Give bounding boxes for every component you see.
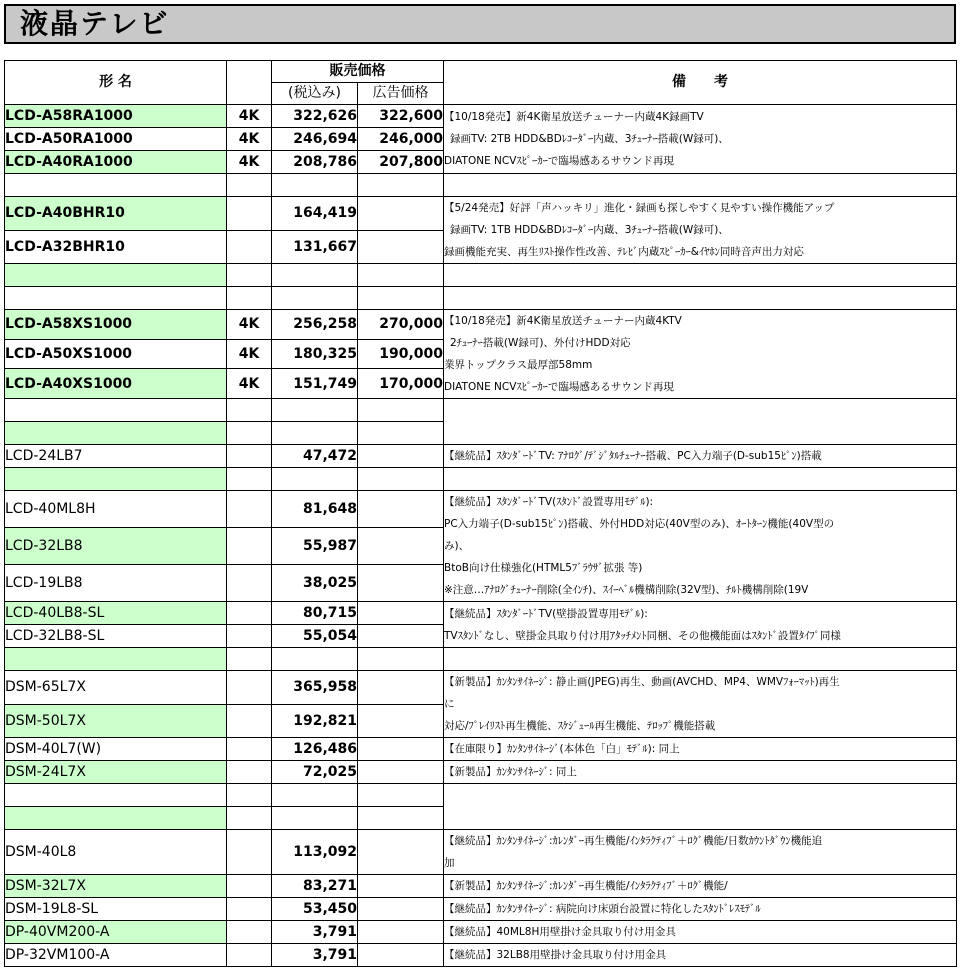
header-tax-in: (税込み) [272,83,358,105]
ad-price-cell: 170,000 [358,369,444,399]
price-cell: 113,092 [272,830,358,875]
notes-line: 対応/ﾌﾟﾚｲﾘｽﾄ再生機能、ｽｹｼﾞｭｰﾙ再生機能、ﾃﾛｯﾌﾟ機能搭載 [444,720,716,732]
resolution-cell: 4K [227,369,272,399]
table-row [5,875,957,898]
table-row [5,602,957,625]
table-row [5,944,957,967]
model-cell: LCD-A58XS1000 [5,310,227,340]
resolution-cell: 4K [227,105,272,128]
notes-line: 【継続品】40ML8H用壁掛け金具取り付け用金具 [444,926,676,938]
table-row [5,738,957,761]
table-row [5,445,957,468]
ad-price-cell [358,445,444,468]
resolution-cell [227,648,272,671]
table-row [5,898,957,921]
price-cell: 164,419 [272,197,358,231]
notes-cell [444,287,957,310]
ad-price-cell [358,830,444,875]
table-row [5,671,957,705]
price-cell: 80,715 [272,602,358,625]
model-cell: DSM-24L7X [5,761,227,784]
notes-line: 録画TV: 2TB HDD&BDﾚｺｰﾀﾞｰ内蔵、3ﾁｭｰﾅｰ搭載(W録可)、 [450,133,729,145]
price-cell: 256,258 [272,310,358,340]
notes-cell [444,784,957,830]
resolution-cell: 4K [227,310,272,340]
model-cell [5,287,227,310]
header-price-group: 販売価格 [272,61,444,83]
resolution-cell [227,944,272,967]
notes-line: TVｽﾀﾝﾄﾞなし、壁掛金具取り付け用ｱﾀｯﾁﾒﾝﾄ同梱、その他機能面はｽﾀﾝﾄﾞ設置ﾀｲﾌﾟ同様 [444,629,841,642]
model-cell [5,174,227,197]
model-cell: DSM-65L7X [5,671,227,705]
notes-line: 【在庫限り】ｶﾝﾀﾝｻｲﾈｰｼﾞ(本体色「白」ﾓﾃﾞﾙ): 同上 [444,743,680,755]
ad-price-cell [358,807,444,830]
notes-cell [444,671,957,738]
resolution-cell [227,784,272,807]
ad-price-cell [358,565,444,602]
table-row [5,310,957,340]
table-row [5,830,957,875]
model-cell: LCD-19LB8 [5,565,227,602]
ad-price-cell [358,784,444,807]
resolution-cell [227,287,272,310]
notes-line: 【継続品】ｶﾝﾀﾝｻｲﾈｰｼﾞ:ｶﾚﾝﾀﾞｰ再生機能/ｲﾝﾀﾗｸﾃｨﾌﾞ＋ﾛｸﾞ機能/日数ｶｳﾝﾄﾀﾞｳﾝ機能追 [444,835,823,847]
table-row [5,921,957,944]
resolution-cell [227,174,272,197]
ad-price-cell [358,528,444,565]
ad-price-cell [358,704,444,738]
price-cell: 3,791 [272,944,358,967]
notes-line: 録画TV: 1TB HDD&BDﾚｺｰﾀﾞｰ内蔵、3ﾁｭｰﾅｰ搭載(W録可)、 [450,224,729,236]
ad-price-cell [358,174,444,197]
resolution-cell [227,565,272,602]
price-cell: 3,791 [272,921,358,944]
notes-line: 【継続品】ｽﾀﾝﾀﾞｰﾄﾞTV(ｽﾀﾝﾄﾞ設置専用ﾓﾃﾞﾙ): [444,496,654,508]
price-cell [272,264,358,287]
price-cell: 72,025 [272,761,358,784]
notes-line: DIATONE NCVｽﾋﾟｰｶｰで臨場感あるサウンド再現 [444,381,674,393]
price-cell: 55,054 [272,625,358,648]
price-cell [272,468,358,491]
model-cell: DSM-32L7X [5,875,227,898]
resolution-cell [227,197,272,231]
model-cell: DSM-40L7(W) [5,738,227,761]
ad-price-cell [358,761,444,784]
notes-line: ※注意…ｱﾅﾛｸﾞﾁｭｰﾅｰ削除(全ｲﾝﾁ)、ｽｲｰﾍﾞﾙ機構削除(32V型)、ﾁﾙﾄ機構削除(19V [444,584,809,596]
model-cell: DP-32VM100-A [5,944,227,967]
ad-price-cell: 246,000 [358,128,444,151]
ad-price-cell [358,230,444,264]
resolution-cell [227,671,272,705]
notes-cell [444,468,957,491]
resolution-cell [227,830,272,875]
table-body [5,105,957,967]
ad-price-cell [358,898,444,921]
resolution-cell [227,761,272,784]
table-row [5,399,957,422]
price-cell: 55,987 [272,528,358,565]
ad-price-cell: 322,600 [358,105,444,128]
model-cell: DSM-50L7X [5,704,227,738]
resolution-cell [227,898,272,921]
resolution-cell [227,422,272,445]
resolution-cell [227,704,272,738]
model-cell [5,399,227,422]
model-cell [5,422,227,445]
resolution-cell [227,399,272,422]
model-cell: LCD-A40RA1000 [5,151,227,174]
notes-line: 【継続品】ｽﾀﾝﾀﾞｰﾄﾞTV: ｱﾅﾛｸﾞ/ﾃﾞｼﾞﾀﾙﾁｭｰﾅｰ搭載、PC入力端子(D-sub15ﾋﾟﾝ)搭載 [444,450,822,462]
resolution-cell [227,528,272,565]
notes-cell [444,830,957,875]
resolution-cell [227,921,272,944]
table-row [5,197,957,231]
notes-cell [444,491,957,602]
ad-price-cell [358,422,444,445]
notes-line: み)、 [444,540,470,552]
resolution-cell [227,738,272,761]
notes-cell [444,648,957,671]
notes-line: 【10/18発売】新4K衛星放送チューナー内蔵4KTV [444,315,682,327]
notes-line: 【新製品】ｶﾝﾀﾝｻｲﾈｰｼﾞ:ｶﾚﾝﾀﾞｰ再生機能/ｲﾝﾀﾗｸﾃｨﾌﾞ＋ﾛｸﾞ機能/ [444,880,728,892]
resolution-cell [227,625,272,648]
notes-line: 【10/18発売】新4K衛星放送チューナー内蔵4K録画TV [444,111,704,123]
notes-cell [444,399,957,445]
notes-line: 【継続品】32LB8用壁掛け金具取り付け用金具 [444,949,667,961]
notes-cell [444,875,957,898]
model-cell: LCD-40ML8H [5,491,227,528]
resolution-cell: 4K [227,128,272,151]
notes-line: 加 [444,857,455,869]
model-cell: DSM-19L8-SL [5,898,227,921]
price-cell [272,784,358,807]
header-row [5,61,957,83]
model-cell: DP-40VM200-A [5,921,227,944]
notes-cell [444,761,957,784]
header-model: 形 名 [5,61,227,105]
notes-cell [444,738,957,761]
price-cell: 131,667 [272,230,358,264]
model-cell: LCD-A32BHR10 [5,230,227,264]
model-cell: LCD-32LB8-SL [5,625,227,648]
notes-cell [444,174,957,197]
notes-cell [444,944,957,967]
page-title: 液晶テレビ [20,7,170,40]
price-cell [272,399,358,422]
ad-price-cell [358,648,444,671]
notes-line: 【5/24発売】好評「声ハッキリ」進化・録画も探しやすく見やすい操作機能アップ [444,202,835,214]
model-cell: LCD-40LB8-SL [5,602,227,625]
model-cell [5,468,227,491]
notes-cell [444,197,957,264]
price-cell [272,174,358,197]
price-cell: 81,648 [272,491,358,528]
ad-price-cell [358,625,444,648]
price-table [4,60,957,967]
ad-price-cell: 190,000 [358,339,444,369]
model-cell: LCD-A50XS1000 [5,339,227,369]
header-advertised: 広告価格 [358,83,444,105]
notes-cell [444,602,957,648]
price-cell: 208,786 [272,151,358,174]
table-row [5,105,957,128]
ad-price-cell [358,399,444,422]
table-row [5,761,957,784]
price-cell: 365,958 [272,671,358,705]
price-cell [272,287,358,310]
ad-price-cell [358,468,444,491]
notes-line: 【新製品】ｶﾝﾀﾝｻｲﾈｰｼﾞ: 静止画(JPEG)再生、動画(AVCHD、MP4、WMVﾌｫｰﾏｯﾄ)再生 [444,676,840,688]
resolution-cell [227,264,272,287]
ad-price-cell [358,197,444,231]
model-cell: LCD-A40BHR10 [5,197,227,231]
notes-cell [444,105,957,174]
notes-line: 【継続品】ｶﾝﾀﾝｻｲﾈｰｼﾞ: 病院向け床頭台設置に特化したｽﾀﾝﾄﾞﾚｽﾓﾃﾞﾙ [444,903,761,915]
notes-cell [444,264,957,287]
notes-line: 業界トップクラス最厚部58mm [444,359,593,371]
price-cell [272,648,358,671]
title-banner [4,4,956,44]
resolution-cell: 4K [227,151,272,174]
ad-price-cell [358,738,444,761]
resolution-cell [227,602,272,625]
price-cell: 47,472 [272,445,358,468]
ad-price-cell [358,491,444,528]
ad-price-cell: 270,000 [358,310,444,340]
notes-line: に [444,698,455,710]
table-row [5,468,957,491]
model-cell: LCD-24LB7 [5,445,227,468]
resolution-cell [227,807,272,830]
model-cell: LCD-A58RA1000 [5,105,227,128]
price-cell: 246,694 [272,128,358,151]
notes-cell [444,921,957,944]
price-cell: 322,626 [272,105,358,128]
price-cell: 180,325 [272,339,358,369]
ad-price-cell [358,944,444,967]
notes-cell [444,310,957,399]
resolution-cell [227,445,272,468]
ad-price-cell [358,671,444,705]
resolution-cell [227,491,272,528]
notes-line: 【継続品】ｽﾀﾝﾀﾞｰﾄﾞTV(壁掛設置専用ﾓﾃﾞﾙ): [444,607,648,620]
table-row [5,174,957,197]
header-notes: 備 考 [444,61,957,105]
notes-cell [444,898,957,921]
ad-price-cell [358,921,444,944]
model-cell: LCD-32LB8 [5,528,227,565]
price-cell: 83,271 [272,875,358,898]
price-cell [272,807,358,830]
model-cell: DSM-40L8 [5,830,227,875]
header-resolution [227,61,272,105]
resolution-cell: 4K [227,339,272,369]
ad-price-cell: 207,800 [358,151,444,174]
price-cell: 126,486 [272,738,358,761]
model-cell [5,648,227,671]
notes-line: 2ﾁｭｰﾅｰ搭載(W録可)、外付けHDD対応 [450,337,631,349]
price-cell: 53,450 [272,898,358,921]
notes-line: 録画機能充実、再生ﾘｽﾄ操作性改善、ﾃﾚﾋﾞ内蔵ｽﾋﾟｰｶｰ&ｲﾔﾎﾝ同時音声出力対応 [444,246,804,258]
model-cell: LCD-A50RA1000 [5,128,227,151]
notes-line: BtoB向け仕様強化(HTML5ﾌﾞﾗｳｻﾞ拡張 等) [444,562,643,574]
table-row [5,264,957,287]
price-cell: 192,821 [272,704,358,738]
resolution-cell [227,468,272,491]
table-row [5,491,957,528]
notes-line: PC入力端子(D-sub15ﾋﾟﾝ)搭載、外付HDD対応(40V型のみ)、ｵｰﾄﾀｰﾝ機能(40V型の [444,518,835,530]
resolution-cell [227,875,272,898]
ad-price-cell [358,602,444,625]
ad-price-cell [358,264,444,287]
model-cell [5,784,227,807]
model-cell: LCD-A40XS1000 [5,369,227,399]
resolution-cell [227,230,272,264]
notes-cell [444,445,957,468]
notes-line: DIATONE NCVｽﾋﾟｰｶｰで臨場感あるサウンド再現 [444,155,674,167]
model-cell [5,807,227,830]
table-row [5,784,957,807]
ad-price-cell [358,875,444,898]
price-cell: 151,749 [272,369,358,399]
price-cell [272,422,358,445]
notes-line: 【新製品】ｶﾝﾀﾝｻｲﾈｰｼﾞ: 同上 [444,766,577,778]
model-cell [5,264,227,287]
ad-price-cell [358,287,444,310]
table-row [5,648,957,671]
table-row [5,287,957,310]
price-cell: 38,025 [272,565,358,602]
